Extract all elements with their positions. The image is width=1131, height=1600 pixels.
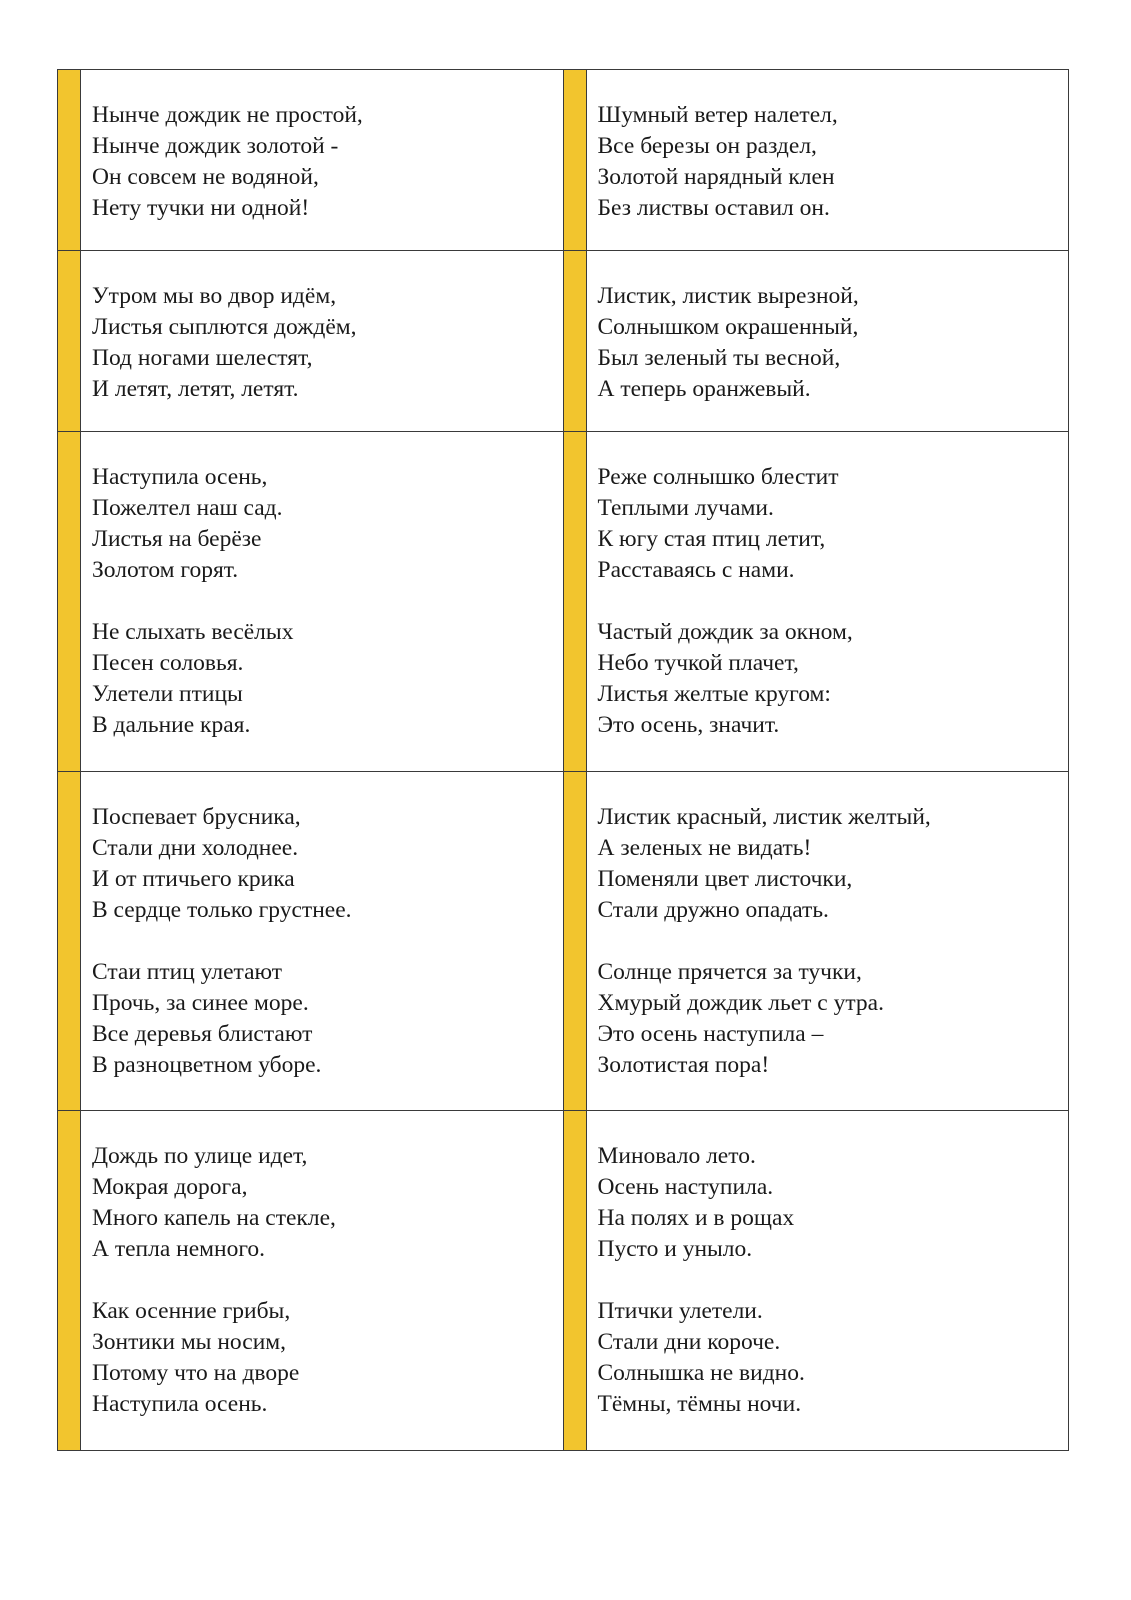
poem-line: А тепла немного. [92, 1236, 266, 1262]
stanza [598, 802, 931, 926]
poem-line: Утром мы во двор идём, [92, 283, 337, 309]
stanza [598, 617, 853, 741]
poem-text [81, 772, 362, 1110]
accent-stripe [58, 251, 81, 431]
stanza [598, 281, 859, 405]
poem-text [81, 432, 303, 771]
table-row [58, 1111, 1069, 1451]
poem-line: Пусто и уныло. [597, 1236, 753, 1262]
stanza [92, 957, 352, 1081]
poem-text [81, 251, 367, 431]
poem-line: В дальние края. [92, 712, 251, 738]
poem-line: Стаи птиц улетают [92, 959, 283, 985]
poem-card [58, 1111, 564, 1450]
table-row [58, 432, 1069, 772]
poem-card [564, 1111, 1070, 1450]
poem-card [564, 432, 1070, 771]
poem-line: Он совсем не водяной, [92, 164, 319, 190]
poem-line: Осень наступила. [597, 1174, 774, 1200]
table-row [58, 251, 1069, 432]
stanza [92, 617, 293, 741]
poem-line: Частый дождик за окном, [597, 619, 853, 645]
poem-line: К югу стая птиц летит, [597, 526, 826, 552]
stanza [598, 1141, 805, 1265]
poem-line: Хмурый дождик льет с утра. [597, 990, 884, 1016]
poem-card [58, 432, 564, 771]
poem-line: Без листвы оставил он. [597, 195, 830, 221]
poem-line: Золотистая пора! [597, 1052, 770, 1078]
poem-line: Как осенние грибы, [92, 1298, 291, 1324]
poem-line: Теплыми лучами. [597, 495, 774, 521]
poem-text [587, 251, 869, 431]
stanza [598, 957, 931, 1081]
poem-text [587, 432, 863, 771]
poem-line: Птички улетели. [597, 1298, 763, 1324]
poem-line: Солнце прячется за тучки, [597, 959, 862, 985]
poem-card [58, 70, 564, 250]
poem-line: Золотом горят. [92, 557, 239, 583]
poem-line: Поменяли цвет листочки, [597, 866, 853, 892]
poem-line: Улетели птицы [92, 681, 243, 707]
poem-line: В сердце только грустнее. [92, 897, 352, 923]
poem-card [58, 772, 564, 1110]
poem-line: Потому что на дворе [92, 1360, 300, 1386]
table-row [58, 772, 1069, 1111]
accent-stripe [58, 432, 81, 771]
poem-line: В разноцветном уборе. [92, 1052, 322, 1078]
accent-stripe [564, 251, 587, 431]
poem-text [587, 1111, 815, 1450]
poem-line: Миновало лето. [597, 1143, 756, 1169]
accent-stripe [564, 772, 587, 1110]
poem-line: Листья сыплются дождём, [92, 314, 357, 340]
poem-line: Небо тучкой плачет, [597, 650, 799, 676]
poem-text [81, 70, 373, 250]
poem-line: Нынче дождик золотой - [92, 133, 339, 159]
poem-line: Солнышком окрашенный, [597, 314, 859, 340]
poem-line: Пожелтел наш сад. [92, 495, 283, 521]
poem-line: Листик красный, листик желтый, [597, 804, 931, 830]
poem-line: Шумный ветер налетел, [597, 102, 838, 128]
poem-line: Наступила осень, [92, 464, 268, 490]
stanza [92, 802, 352, 926]
poem-line: Песен соловья. [92, 650, 244, 676]
poem-line: Листья желтые кругом: [597, 681, 831, 707]
poem-line: Зонтики мы носим, [92, 1329, 287, 1355]
accent-stripe [58, 70, 81, 250]
poem-line: Листик, листик вырезной, [597, 283, 859, 309]
poem-card [564, 251, 1070, 431]
poem-line: Много капель на стекле, [92, 1205, 336, 1231]
poem-text [81, 1111, 346, 1450]
poem-line: И от птичьего крика [92, 866, 295, 892]
poem-line: Это осень, значит. [597, 712, 780, 738]
table-row [58, 70, 1069, 251]
poem-line: Стали дни короче. [597, 1329, 781, 1355]
poem-line: Стали дружно опадать. [597, 897, 829, 923]
poem-card [564, 70, 1070, 250]
poem-line: И летят, летят, летят. [92, 376, 299, 402]
poem-line: Нынче дождик не простой, [92, 102, 363, 128]
stanza [92, 1141, 336, 1265]
poem-line: А теперь оранжевый. [597, 376, 811, 402]
poem-line: Золотой нарядный клен [597, 164, 835, 190]
stanza [92, 281, 357, 405]
accent-stripe [564, 432, 587, 771]
poem-line: На полях и в рощах [597, 1205, 795, 1231]
poem-line: Листья на берёзе [92, 526, 262, 552]
poem-line: А зеленых не видать! [597, 835, 812, 861]
poem-line: Был зеленый ты весной, [597, 345, 841, 371]
stanza [92, 462, 293, 586]
poem-line: Прочь, за синее море. [92, 990, 309, 1016]
stanza [92, 1296, 336, 1420]
poem-text [587, 772, 941, 1110]
poem-line: Не слыхать весёлых [92, 619, 294, 645]
poem-line: Все березы он раздел, [597, 133, 817, 159]
accent-stripe [564, 70, 587, 250]
poem-line: Наступила осень. [92, 1391, 268, 1417]
stanza [598, 462, 853, 586]
accent-stripe [58, 1111, 81, 1450]
poem-line: Реже солнышко блестит [597, 464, 839, 490]
poem-cards-table [57, 69, 1069, 1451]
poem-line: Под ногами шелестят, [92, 345, 313, 371]
poem-line: Тёмны, тёмны ночи. [597, 1391, 802, 1417]
poem-card [58, 251, 564, 431]
stanza [92, 100, 363, 224]
stanza [598, 100, 838, 224]
poem-line: Все деревья блистают [92, 1021, 313, 1047]
poem-line: Расставаясь с нами. [597, 557, 795, 583]
poem-line: Это осень наступила – [597, 1021, 824, 1047]
stanza [598, 1296, 805, 1420]
poem-line: Нету тучки ни одной! [92, 195, 310, 221]
poem-line: Солнышка не видно. [597, 1360, 805, 1386]
poem-line: Стали дни холоднее. [92, 835, 299, 861]
accent-stripe [564, 1111, 587, 1450]
poem-line: Мокрая дорога, [92, 1174, 248, 1200]
accent-stripe [58, 772, 81, 1110]
poem-card [564, 772, 1070, 1110]
poem-line: Дождь по улице идет, [92, 1143, 308, 1169]
poem-text [587, 70, 848, 250]
poem-line: Поспевает брусника, [92, 804, 301, 830]
